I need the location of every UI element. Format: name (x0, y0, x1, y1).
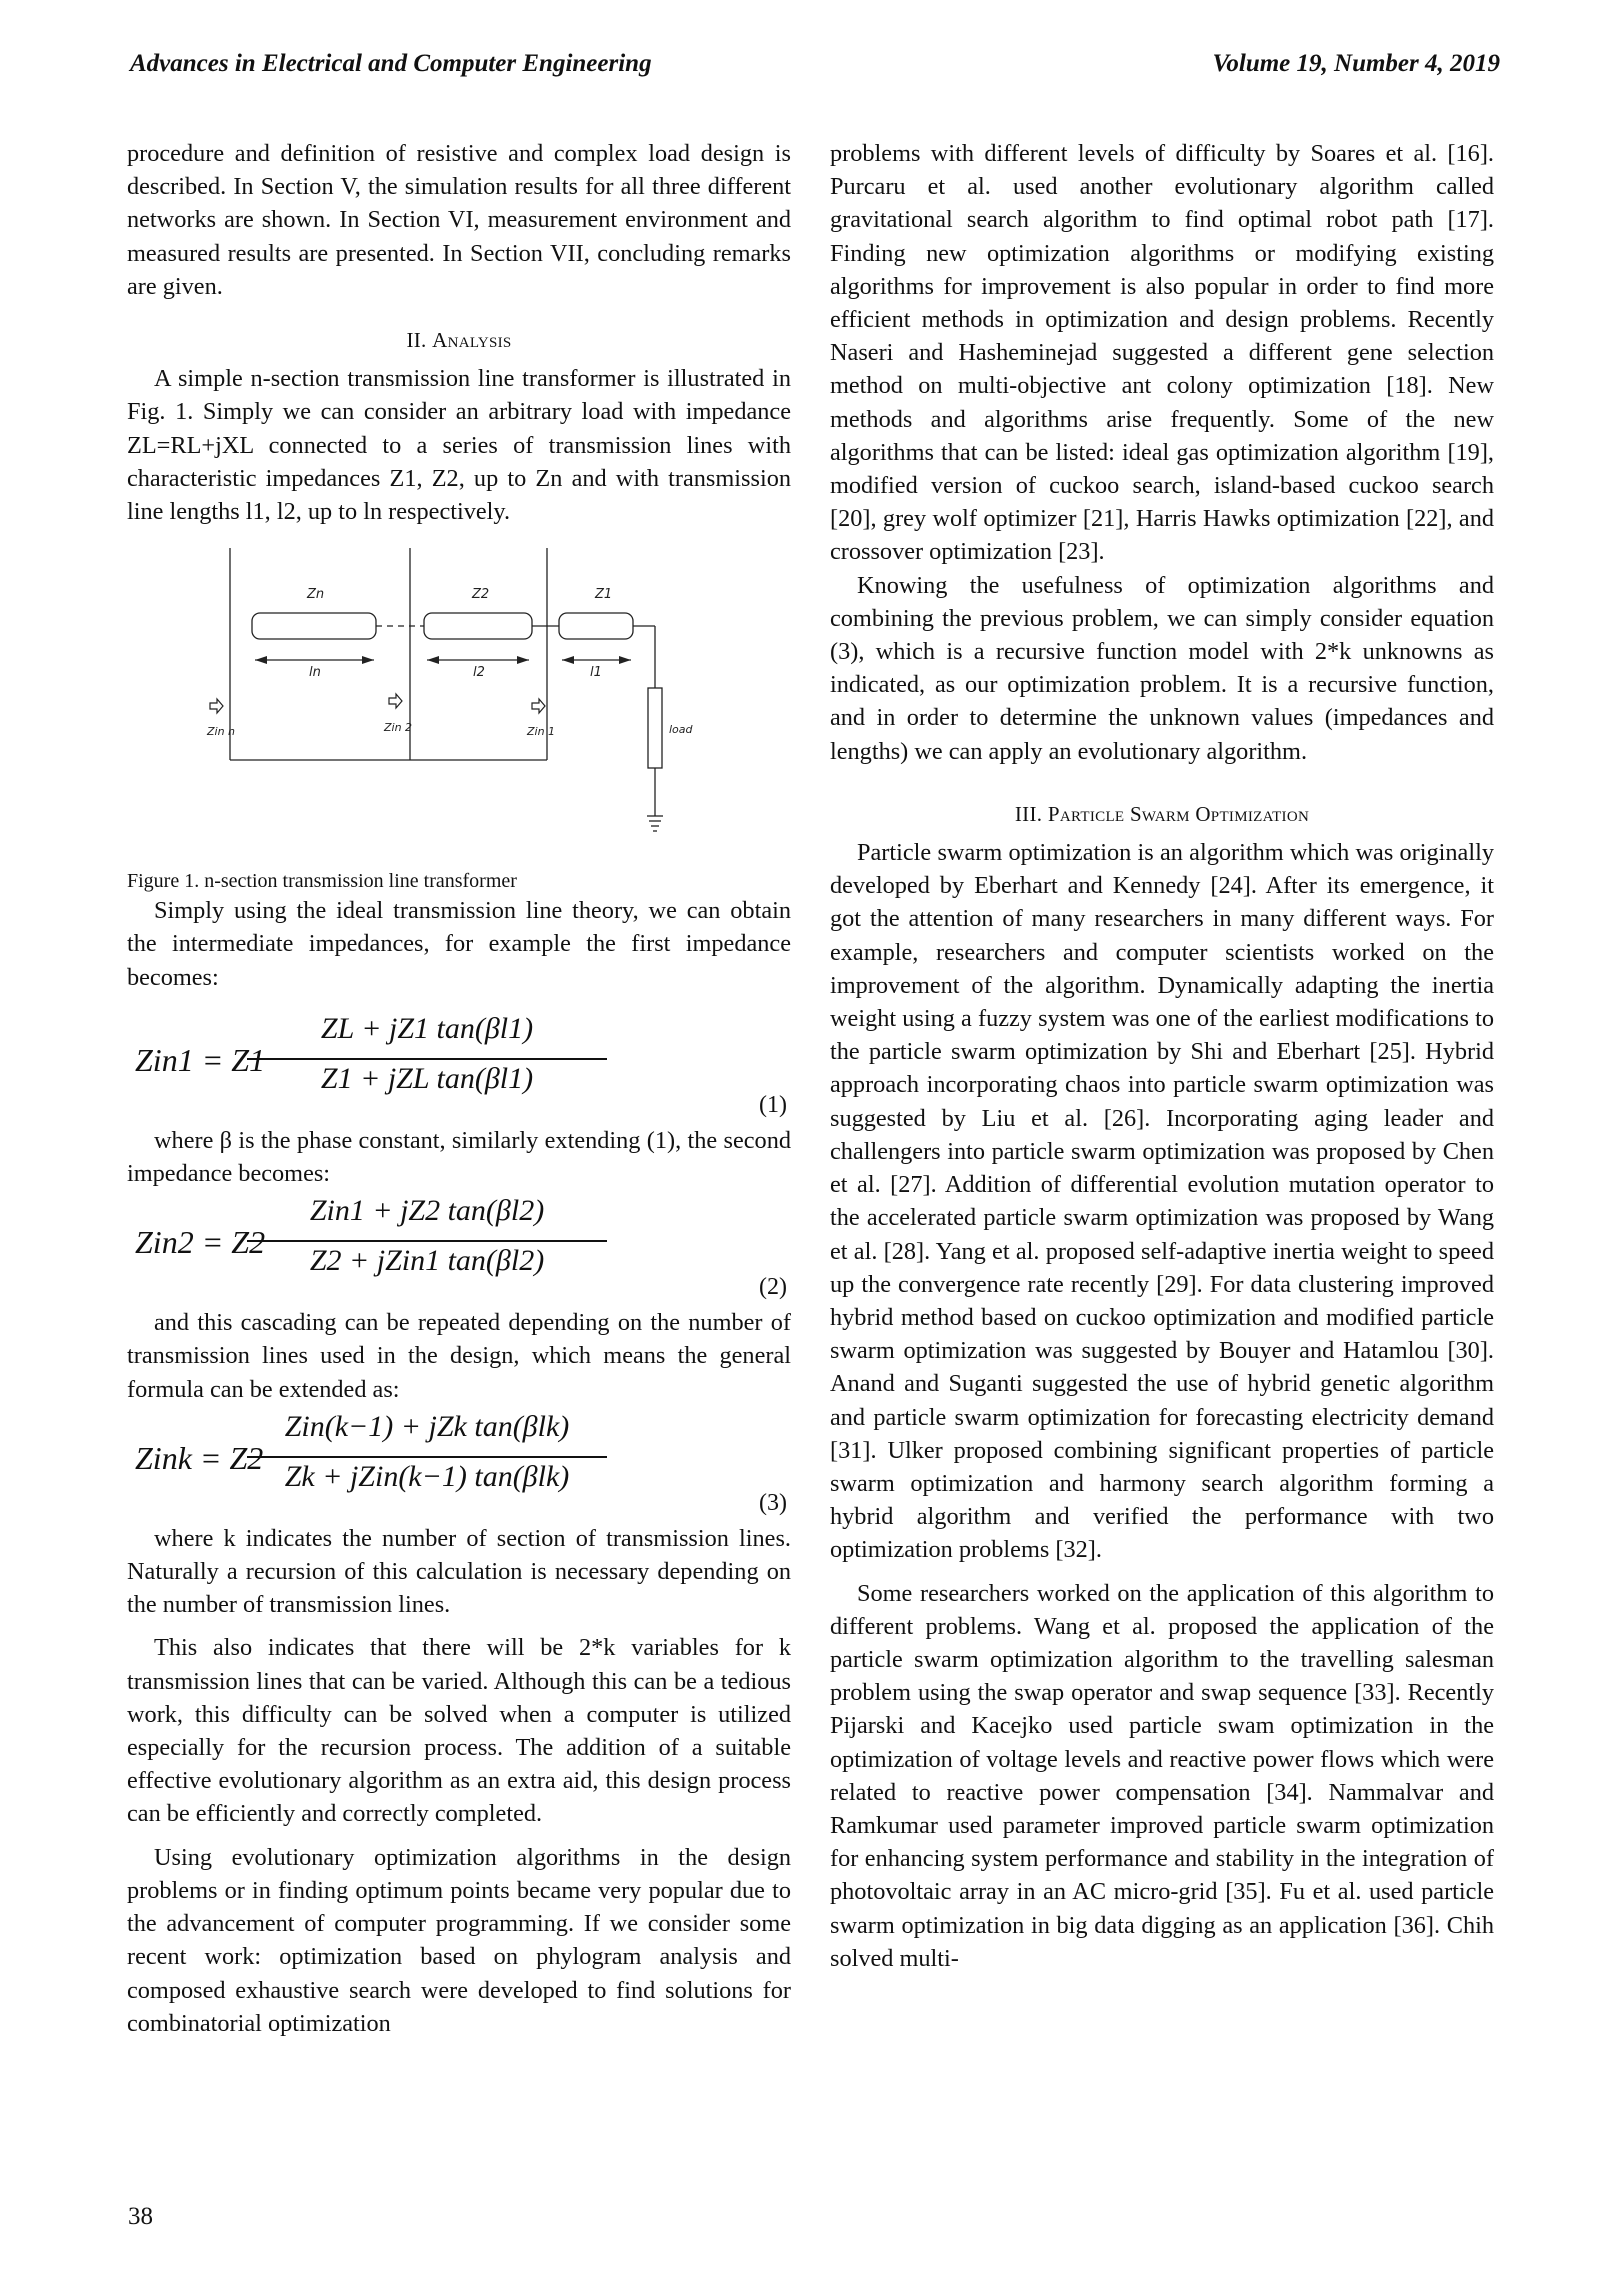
figure-transmission-line (127, 548, 791, 868)
eq1-denominator: Z1 + jZL tan(βl1) (320, 1061, 534, 1095)
paragraph-intro: procedure and definition of resistive and complex load design is described. In Section V, the simulation results for all three different networks are shown. In Section VI, measurement environment and measured results are presented. In Section VII, concluding remarks are given. (127, 140, 791, 300)
figure-schematic (127, 548, 791, 868)
eq2-lhs: Zin2 = Z2 (135, 1224, 266, 1261)
section-title: Particle Swarm Optimization (1047, 801, 1310, 826)
volume-info: Volume 19, Number 4, 2019 (1212, 50, 1500, 77)
paragraph-knowing: Knowing the usefulness of optimization algorithms and combining the previous problem, we can simply consider equation (3), which is a recursive function model with 2*k unknowns as indicated, as our optimization problem. It is a recursive function, and in order to determine the unknown values (impedances and lengths) we can apply an evolutionary algorithm. (830, 571, 1494, 765)
paragraph-problems: problems with different levels of difficulty by Soares et al. [16]. Purcaru et al. used another evolutionary algorithm called gravitational search algorithm to find optimal robot path [17]. Finding new optimization algorithms or modifying existing algorithms for improvement is also popular in order to find more efficient methods in optimization and design problems. Recently Naseri and Hasheminejad suggested a different gene selection method on multi-objective ant colony optimization [18]. New methods and algorithms arise frequently. Some of the new algorithms that can be listed: ideal gas optimization algorithm [19], modified version of cuckoo search, island-based cuckoo search [20], grey wolf optimizer [21], Harris Hawks optimization [22], and crossover optimization [23]. (830, 140, 1494, 566)
label-l2: l2 (473, 665, 485, 681)
eq1-lhs: Zin1 = Z1 (135, 1041, 266, 1078)
paragraph-evolutionary: Using evolutionary optimization algorithms in the design problems or in finding optimum points became very popular due to the advancement of computer programming. If we consider some recent work: optimization based on phylogram analysis and composed exhaustive search were developed to find solutions for combinatorial optimization (127, 1843, 791, 2037)
label-l1: l1 (590, 665, 602, 681)
eq3-lhs: Zink = Z2 (135, 1439, 264, 1476)
section-number: II. (406, 328, 427, 353)
eq2-fraction (247, 1194, 607, 1288)
eq1-fraction (247, 1012, 607, 1106)
section-title: Analysis (432, 328, 512, 353)
paragraph-2k-variables: This also indicates that there will be 2*k variables for k transmission lines that can be varied. Although this can be a tedious work, this difficulty can be solved when a computer is utilized especially for the recursion process. The addition of a suitable effective evolutionary algorithm as an extra aid, this design process can be efficiently and correctly completed. (127, 1634, 791, 1828)
paragraph-where-k: where k indicates the number of section of transmission lines. Naturally a recursion of this calculation is necessary depending on the number of transmission lines. (127, 1524, 791, 1619)
label-zin-n: Zin n (207, 725, 236, 739)
label-z1: Z1 (595, 587, 613, 603)
equation-1 (127, 1012, 791, 1116)
right-column (830, 137, 1494, 1975)
fraction-bar (247, 1240, 607, 1242)
equation-2 (127, 1194, 791, 1301)
eq2-number: (2) (759, 1274, 787, 1301)
label-z2: Z2 (472, 587, 490, 603)
paragraph-where-beta: where β is the phase constant, similarly extending (1), the second impedance becomes: (127, 1126, 791, 1188)
eq2-denominator: Z2 + jZin1 tan(βl2) (309, 1244, 545, 1278)
paragraph-pso: Particle swarm optimization is an algorithm which was originally developed by Eberhart and Kennedy [24]. After its emergence, it got the attention of many researchers in many different ways. For example, researchers and computer scientists worked on the improvement of the algorithm. Dynamically adapting the inertia weight using a fuzzy system was one of the earliest modifications to the particle swarm optimization by Shi and Eberhart [25]. Hybrid approach incorporating chaos into particle swarm optimization was suggested by Liu et al. [26]. Incorporating aging leader and challengers into particle swarm optimization was proposed by Chen et al. [27]. Addition of differential evolution mutation operator to the accelerated particle swarm optimization was proposed by Wang et al. [28]. Yang et al. proposed self-adaptive inertia weight to speed up the convergence rate recently [29]. For data clustering improved hybrid method based on cuckoo optimization and modified particle swarm optimization was suggested by Bouyer and Hatamlou [30]. Anand and Suganti suggested the use of hybrid genetic algorithm and particle swarm optimization for forecasting electricity demand [31]. Ulker proposed combining significant properties of particle swarm optimization and harmony search algorithm forming a hybrid algorithm and verified the performance with two optimization problems [32]. (830, 839, 1494, 1564)
eq3-number: (3) (759, 1489, 787, 1516)
left-column (127, 137, 791, 2040)
eq2-numerator: Zin1 + jZ2 tan(βl2) (309, 1194, 545, 1228)
eq3-fraction (247, 1410, 607, 1504)
fraction-bar (247, 1456, 607, 1458)
label-zn: Zn (307, 587, 325, 603)
equation-3 (127, 1410, 791, 1514)
label-zin-2: Zin 2 (384, 721, 413, 735)
section-heading-analysis (127, 324, 791, 357)
eq1-number: (1) (759, 1091, 787, 1118)
paragraph-analysis: A simple n-section transmission line transformer is illustrated in Fig. 1. Simply we can consider an arbitrary load with impedance ZL=RL+jXL connected to a series of transmission lines with characteristic impedances Z1, Z2, up to Zn and with transmission line lengths l1, l2, up to ln respectively. (127, 365, 791, 526)
paragraph-some-researchers: Some researchers worked on the application of this algorithm to different problems. Wang et al. proposed the application of the particle swarm optimization algorithm to the travelling salesman problem using the swap operator and swap sequence [33]. Recently Pijarski and Kacejko used particle swam optimization in the optimization of voltage levels and reactive power flows which were related to reactive power compensation [34]. Nammalvar and Ramkumar used parameter improved particle swarm optimization for enhancing system performance and stability in the integration of photovoltaic array in an AC micro-grid [35]. Fu et al. used particle swarm optimization in big data digging as an application [36]. Chih solved multi- (830, 1579, 1494, 1972)
eq3-numerator: Zin(k−1) + jZk tan(βlk) (284, 1409, 570, 1443)
section-heading-pso (830, 798, 1494, 831)
section-number: III. (1014, 801, 1043, 826)
eq3-denominator: Zk + jZin(k−1) tan(βlk) (284, 1459, 570, 1493)
eq1-numerator: ZL + jZ1 tan(βl1) (320, 1011, 534, 1045)
fraction-bar (247, 1058, 607, 1060)
journal-title: Advances in Electrical and Computer Engineering (130, 50, 652, 77)
label-zin-1: Zin 1 (527, 725, 556, 739)
figure-caption: Figure 1. n-section transmission line transformer (127, 870, 517, 893)
label-load: load (669, 723, 693, 737)
page-number: 38 (128, 2203, 153, 2230)
label-ln: ln (309, 665, 321, 681)
paragraph-cascade: and this cascading can be repeated depending on the number of transmission lines used in the design, which means the general formula can be extended as: (127, 1309, 791, 1403)
paragraph-ideal-theory: Simply using the ideal transmission line theory, we can obtain the intermediate impedances, for example the first impedance becomes: (127, 897, 791, 991)
